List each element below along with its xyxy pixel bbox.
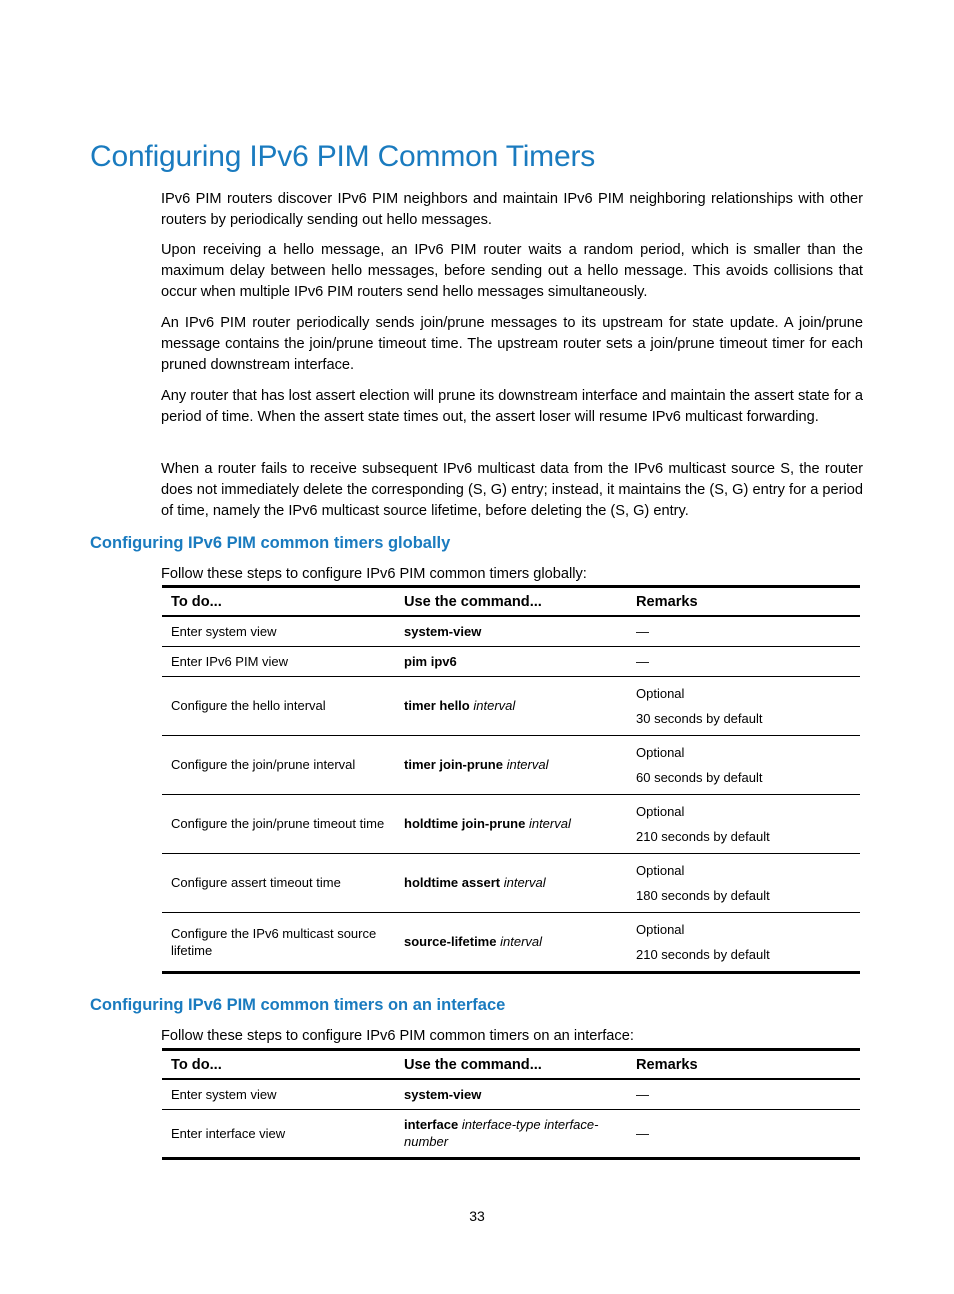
remark-optional: Optional (636, 744, 685, 760)
remarks-cell (627, 735, 860, 794)
column-header: Use the command... (395, 587, 627, 617)
command-cell (395, 794, 627, 853)
body-paragraph: IPv6 PIM routers discover IPv6 PIM neighbors and maintain IPv6 PIM neighboring relationships with other routers by periodically sending out hello messages. (161, 191, 863, 228)
todo-cell: Configure the join/prune interval (162, 735, 395, 794)
command-cell (395, 1109, 627, 1158)
command-keyword: timer join-prune (404, 757, 503, 772)
command-cell (395, 646, 627, 676)
table-row (162, 853, 860, 912)
command-argument: interval (506, 757, 549, 772)
table-interface-timers (162, 1048, 860, 1160)
remark-optional: Optional (636, 921, 685, 937)
table-row (162, 646, 860, 676)
command-keyword: holdtime assert (404, 875, 501, 890)
section-intro-interface: Follow these steps to configure IPv6 PIM common timers on an interface: (161, 1028, 634, 1044)
command-keyword: system-view (404, 623, 482, 639)
todo-cell: Configure the IPv6 multicast source lifetime (162, 912, 395, 972)
todo-cell: Configure assert timeout time (162, 853, 395, 912)
remark-default: 210 seconds by default (636, 946, 770, 962)
remarks-cell: — (627, 1079, 860, 1109)
todo-cell: Enter system view (162, 1079, 395, 1109)
section-heading-global: Configuring IPv6 PIM common timers globally (90, 534, 451, 552)
command-argument: interface-type interface-number (404, 1117, 599, 1149)
remarks-cell (627, 853, 860, 912)
remark-default: 210 seconds by default (636, 828, 770, 844)
section-heading-interface: Configuring IPv6 PIM common timers on an interface (90, 996, 506, 1014)
command-keyword: system-view (404, 1086, 482, 1102)
todo-cell: Configure the join/prune timeout time (162, 794, 395, 853)
table-header-row (162, 587, 860, 617)
table-row (162, 735, 860, 794)
remark-optional: Optional (636, 803, 685, 819)
command-argument: interval (503, 875, 546, 890)
table-header-row (162, 1050, 860, 1080)
remarks-cell (627, 912, 860, 972)
remarks-cell: — (627, 616, 860, 646)
remark-optional: Optional (636, 862, 685, 878)
command-keyword: source-lifetime (404, 934, 497, 949)
todo-cell: Enter interface view (162, 1109, 395, 1158)
command-keyword: pim ipv6 (404, 653, 457, 669)
column-header: Remarks (627, 1050, 860, 1080)
page-title: Configuring IPv6 PIM Common Timers (90, 140, 596, 173)
remark-default: 60 seconds by default (636, 769, 763, 785)
body-paragraph: When a router fails to receive subsequent IPv6 multicast data from the IPv6 multicast source S, the router does not immediately delete the corresponding (S, G) entry; instead, it maintains the (S, G) entry for a period of time, namely the IPv6 multicast source lifetime, before deleting the (S, G) entry. (161, 461, 863, 519)
table-row (162, 616, 860, 646)
column-header: Remarks (627, 587, 860, 617)
command-cell (395, 735, 627, 794)
command-argument: interval (473, 698, 516, 713)
remark-default: 180 seconds by default (636, 887, 770, 903)
table-row (162, 1109, 860, 1158)
column-header: Use the command... (395, 1050, 627, 1080)
remark-optional: Optional (636, 685, 685, 701)
remarks-cell: — (627, 1109, 860, 1158)
command-keyword: timer hello (404, 698, 470, 713)
table-row (162, 794, 860, 853)
table-row (162, 1079, 860, 1109)
body-paragraph: Any router that has lost assert election will prune its downstream interface and maintain the assert state for a period of time. When the assert state times out, the assert loser will resume IPv6 multicast forwarding. (161, 388, 863, 425)
body-paragraph: An IPv6 PIM router periodically sends join/prune messages to its upstream for state update. A join/prune message contains the join/prune timeout time. The upstream router sets a join/prune timeout timer for each pruned downstream interface. (161, 315, 863, 373)
column-header: To do... (162, 587, 395, 617)
todo-cell: Enter IPv6 PIM view (162, 646, 395, 676)
command-cell (395, 912, 627, 972)
body-paragraph: Upon receiving a hello message, an IPv6 PIM router waits a random period, which is smaller than the maximum delay between hello messages, before sending out a hello message. This avoids collisions that occur when multiple IPv6 PIM routers send hello messages simultaneously. (161, 242, 863, 300)
remark-default: 30 seconds by default (636, 710, 763, 726)
remarks-cell (627, 676, 860, 735)
command-cell (395, 853, 627, 912)
command-keyword: interface (404, 1117, 459, 1132)
table-row (162, 912, 860, 972)
command-keyword: holdtime join-prune (404, 816, 526, 831)
page-number: 33 (469, 1208, 485, 1224)
table-row (162, 676, 860, 735)
command-cell (395, 616, 627, 646)
command-argument: interval (528, 816, 571, 831)
section-intro-global: Follow these steps to configure IPv6 PIM common timers globally: (161, 566, 587, 582)
todo-cell: Enter system view (162, 616, 395, 646)
remarks-cell: — (627, 646, 860, 676)
todo-cell: Configure the hello interval (162, 676, 395, 735)
command-argument: interval (500, 934, 543, 949)
table-global-timers (162, 585, 860, 974)
command-cell (395, 1079, 627, 1109)
command-cell (395, 676, 627, 735)
remarks-cell (627, 794, 860, 853)
column-header: To do... (162, 1050, 395, 1080)
